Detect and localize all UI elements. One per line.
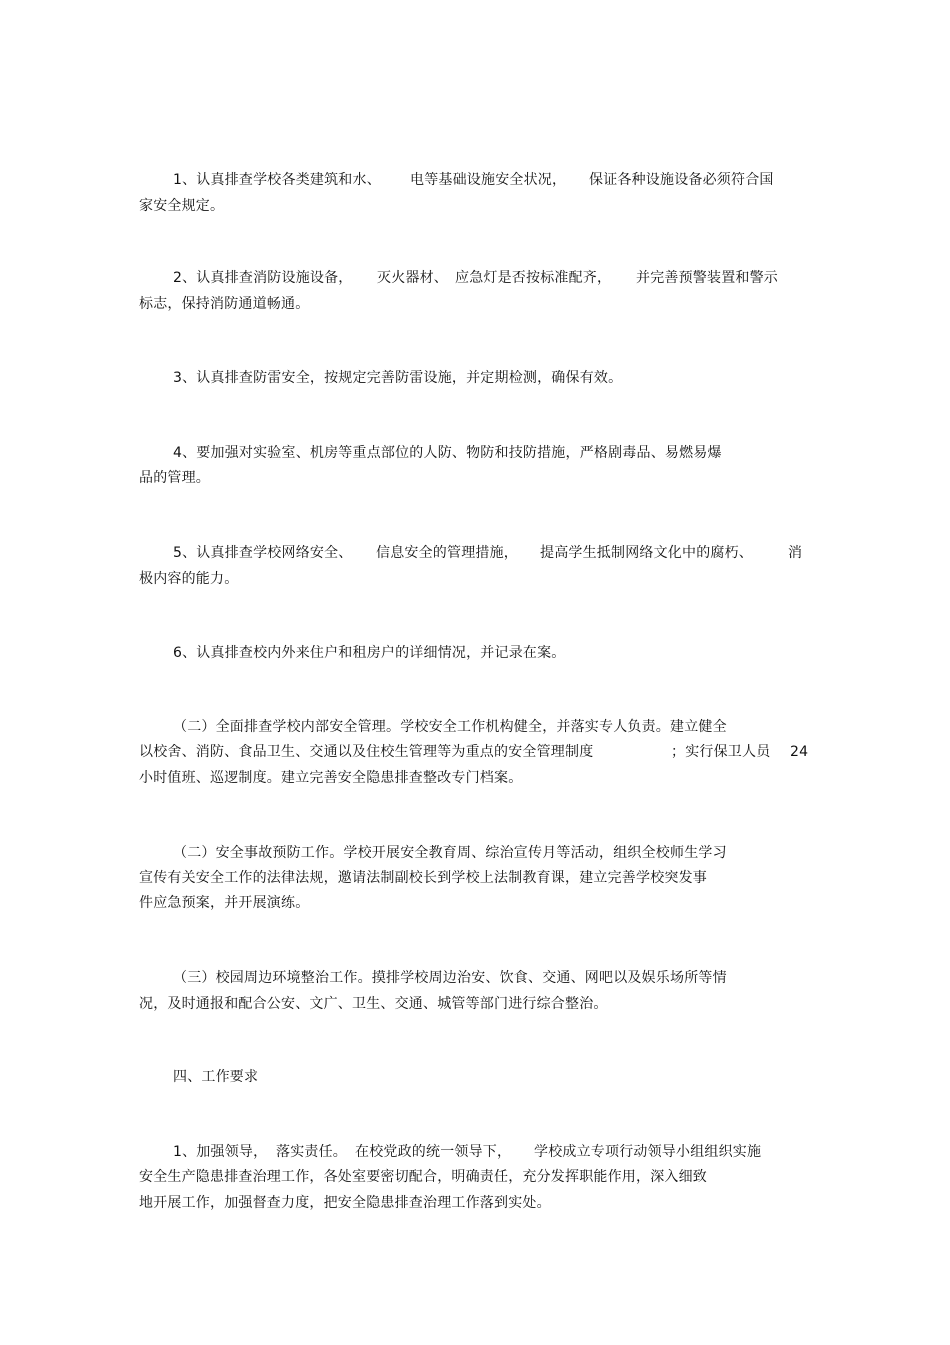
paragraph-10-line-3: 地开展工作，加强督查力度，把安全隐患排查治理工作落到实处。	[139, 1195, 551, 1211]
text-segment: 落实责任。	[276, 1144, 347, 1160]
paragraph-4-line-1: 4、要加强对实验室、机房等重点部位的人防、物防和技防措施，严格剧毒品、易燃易爆	[173, 445, 722, 461]
text-segment: ；实行保卫人员	[671, 744, 771, 760]
paragraph-7-line-1: （二）全面排查学校内部安全管理。学校安全工作机构健全，并落实专人负责。建立健全	[173, 719, 727, 735]
text-segment: 1、加强领导，	[173, 1144, 268, 1160]
text-segment: 灭火器材、	[377, 270, 448, 286]
paragraph-7-line-2	[139, 740, 819, 764]
paragraph-2-line-2: 标志，保持消防通道畅通。	[139, 296, 310, 312]
text-segment: 提高学生抵制网络文化中的腐朽、	[540, 545, 753, 561]
paragraph-9-line-2: 况，及时通报和配合公安、文广、卫生、交通、城管等部门进行综合整治。	[139, 996, 608, 1012]
text-segment: 学校成立专项行动领导小组组织实施	[534, 1144, 762, 1160]
section-heading: 四、工作要求	[173, 1069, 259, 1085]
text-segment: 5、认真排查学校网络安全、	[173, 545, 353, 561]
text-segment: 2、认真排查消防设施设备，	[173, 270, 353, 286]
text-segment: 保证各种设施设备必须符合国	[589, 172, 774, 188]
text-segment: 消	[788, 545, 803, 561]
paragraph-4-line-2: 品的管理。	[139, 470, 210, 486]
paragraph-8-line-2: 宣传有关安全工作的法律法规，邀请法制副校长到学校上法制教育课，建立完善学校突发事	[139, 870, 707, 886]
paragraph-7-line-3: 小时值班、巡逻制度。建立完善安全隐患排查整改专门档案。	[139, 770, 523, 786]
paragraph-9-line-1: （三）校园周边环境整治工作。摸排学校周边治安、饮食、交通、网吧以及娱乐场所等情	[173, 970, 727, 986]
text-segment: 在校党政的统一领导下，	[355, 1144, 512, 1160]
paragraph-1-line-2: 家安全规定。	[139, 198, 225, 214]
paragraph-5-line-2: 极内容的能力。	[139, 571, 239, 587]
text-segment: 电等基础设施安全状况，	[410, 172, 567, 188]
paragraph-10-line-1	[173, 1140, 853, 1164]
paragraph-1-line-1	[173, 168, 853, 192]
paragraph-5-line-1	[173, 541, 853, 565]
paragraph-8-line-3: 件应急预案，并开展演练。	[139, 895, 310, 911]
paragraph-10-line-2: 安全生产隐患排查治理工作，各处室要密切配合，明确责任，充分发挥职能作用，深入细致	[139, 1169, 707, 1185]
text-segment: 信息安全的管理措施，	[376, 545, 518, 561]
text-segment: 并完善预警装置和警示	[636, 270, 778, 286]
paragraph-6-line-1: 6、认真排查校内外来住户和租房户的详细情况，并记录在案。	[173, 645, 566, 661]
paragraph-8-line-1: （二）安全事故预防工作。学校开展安全教育周、综治宣传月等活动，组织全校师生学习	[173, 845, 727, 861]
text-segment: 1、认真排查学校各类建筑和水、	[173, 172, 381, 188]
text-segment: 24	[790, 744, 809, 760]
paragraph-2-line-1	[173, 266, 853, 290]
paragraph-3-line-1: 3、认真排查防雷安全，按规定完善防雷设施，并定期检测，确保有效。	[173, 370, 623, 386]
text-segment: 以校舍、消防、食品卫生、交通以及住校生管理等为重点的安全管理制度	[139, 744, 594, 760]
text-segment: 应急灯是否按标准配齐，	[455, 270, 612, 286]
